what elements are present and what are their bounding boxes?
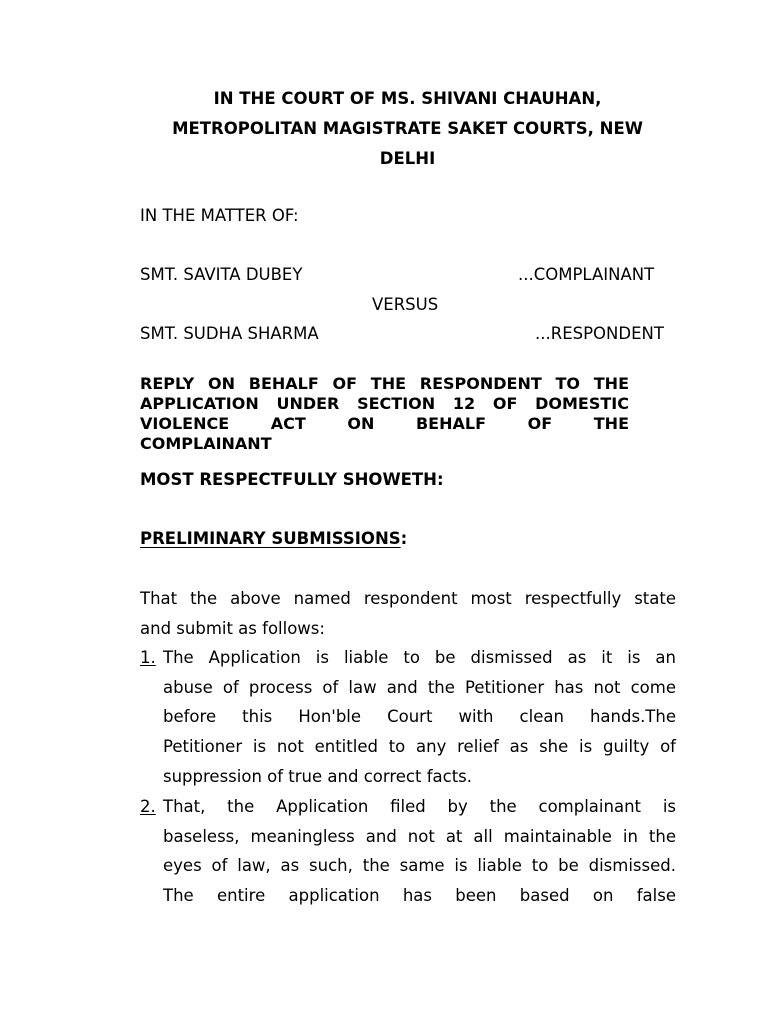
versus-label: VERSUS — [372, 295, 439, 314]
intro-paragraph — [140, 584, 676, 643]
submission-item-line: eyes of law, as such, the same is liable to be dismissed. — [163, 856, 676, 876]
reply-subject-line-4: COMPLAINANT — [140, 434, 272, 453]
submission-item-line: suppression of true and correct facts. — [163, 766, 473, 786]
reply-subject — [140, 374, 629, 454]
respondent-role: ...RESPONDENT — [535, 324, 664, 343]
submission-item-number: 1. — [140, 648, 156, 667]
reply-subject-line-2: APPLICATION UNDER SECTION 12 OF DOMESTIC — [140, 394, 629, 413]
complainant-role: ...COMPLAINANT — [518, 265, 655, 284]
intro-line-2: and submit as follows: — [140, 618, 325, 638]
submission-item-line: before this Hon'ble Court with clean hands.The — [163, 707, 676, 727]
submission-item-line: The entire application has been based on false — [163, 886, 676, 906]
court-heading-line-1: IN THE COURT OF MS. SHIVANI CHAUHAN, — [213, 89, 602, 108]
submission-item-line: Petitioner is not entitled to any relief as she is guilty of — [163, 737, 676, 757]
showeth-heading: MOST RESPECTFULLY SHOWETH: — [140, 470, 444, 489]
submission-item-line: abuse of process of law and the Petitioner has not come — [163, 677, 676, 697]
submission-item-line: That, the Application filed by the complainant is — [163, 797, 676, 816]
respondent-name: SMT. SUDHA SHARMA — [140, 324, 319, 343]
intro-line-1: That the above named respondent most respectfully state — [140, 589, 676, 608]
preliminary-submissions-title: PRELIMINARY SUBMISSIONS — [140, 529, 401, 548]
complainant-name: SMT. SAVITA DUBEY — [140, 265, 303, 284]
reply-subject-line-3: VIOLENCE ACT ON BEHALF OF THE — [140, 414, 629, 433]
submission-item-body — [163, 643, 676, 792]
reply-subject-line-1: REPLY ON BEHALF OF THE RESPONDENT TO THE — [140, 374, 629, 393]
submission-item-1 — [140, 643, 676, 792]
court-heading-line-3: DELHI — [379, 149, 436, 168]
preliminary-submissions-colon: : — [400, 529, 408, 548]
court-heading-line-2: METROPOLITAN MAGISTRATE SAKET COURTS, NEW — [172, 119, 643, 138]
submission-item-2 — [140, 792, 676, 911]
matter-label: IN THE MATTER OF: — [140, 206, 299, 225]
submission-item-line: baseless, meaningless and not at all maintainable in the — [163, 826, 676, 846]
submission-item-number: 2. — [140, 797, 156, 816]
preliminary-submissions-heading — [140, 529, 407, 548]
submission-item-line: The Application is liable to be dismissed as it is an — [163, 648, 676, 667]
submission-item-body — [163, 792, 676, 911]
court-heading — [130, 84, 685, 174]
